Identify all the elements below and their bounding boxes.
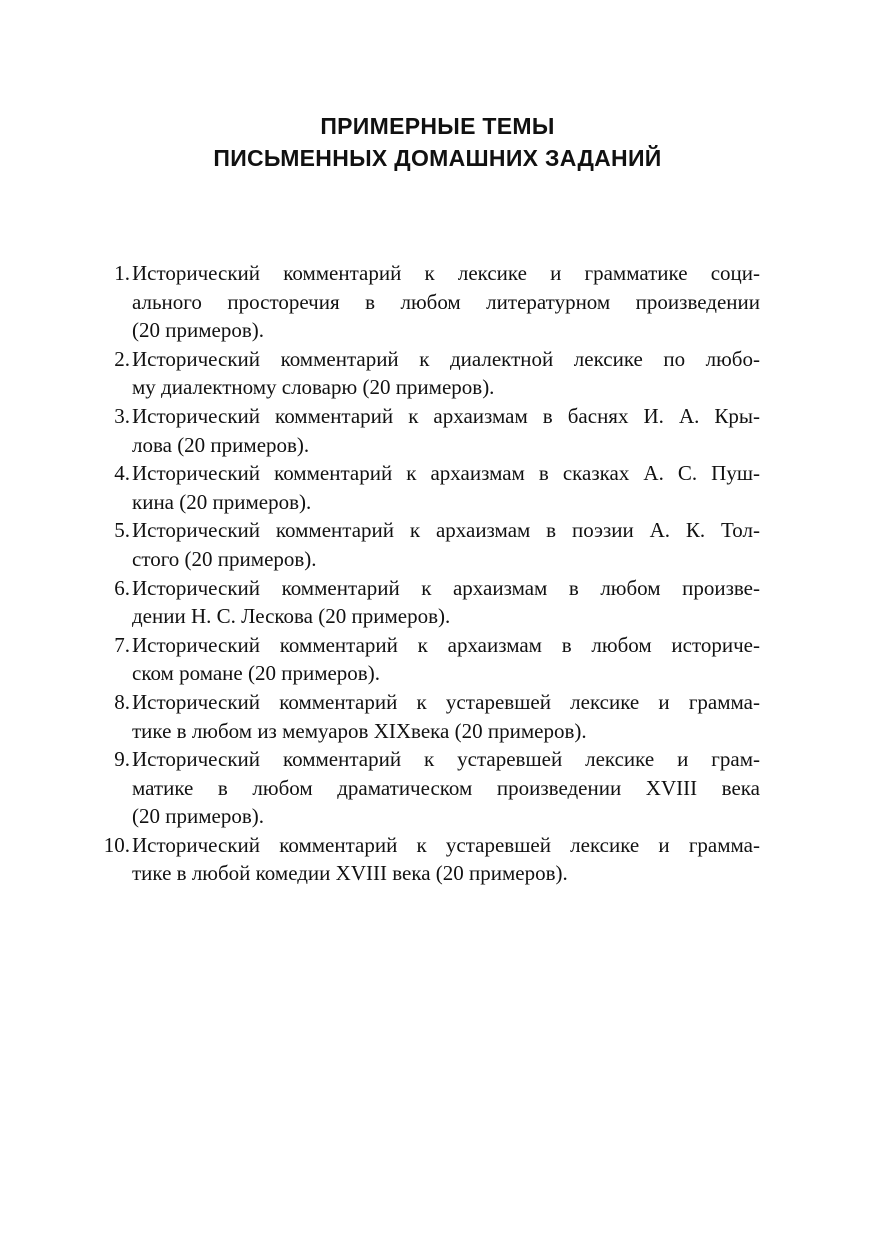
topic-text-line: дении Н. С. Лескова (20 примеров). <box>132 604 451 629</box>
topic-text-line: тике в любой комедии XVIII века (20 примеров). <box>132 861 568 886</box>
topic-text <box>132 459 760 516</box>
topic-text-line: Исторический комментарий к архаизмам в баснях И. А. Кры- <box>132 403 760 428</box>
topic-number: 6. <box>114 575 130 600</box>
topic-text-line: лова (20 примеров). <box>132 432 310 457</box>
topic-text-line: Исторический комментарий к архаизмам в поэзии А. К. Тол- <box>132 518 760 543</box>
topic-text-line: Исторический комментарий к архаизмам в любом произве- <box>132 575 760 600</box>
topic-text <box>132 574 760 631</box>
topic-text-line: (20 примеров). <box>132 804 264 829</box>
page-title-line: ПИСЬМЕННЫХ ДОМАШНИХ ЗАДАНИЙ <box>213 145 662 171</box>
topic-text-line: Исторический комментарий к устаревшей лексике и грам- <box>132 747 760 772</box>
topic-text <box>132 745 760 831</box>
topic-number: 1. <box>114 261 130 285</box>
page-title-line: ПРИМЕРНЫЕ ТЕМЫ <box>320 113 555 139</box>
topic-item <box>100 402 760 459</box>
topic-text-line: Исторический комментарий к лексике и грамматике соци- <box>132 261 760 285</box>
topic-item <box>100 831 760 888</box>
page-title <box>0 110 875 174</box>
topic-text-line: Исторический комментарий к архаизмам в любом историче- <box>132 632 760 657</box>
topic-text <box>132 631 760 688</box>
topic-number: 3. <box>114 403 130 428</box>
topic-item <box>100 345 760 402</box>
topic-text-line: (20 примеров). <box>132 318 264 343</box>
topic-item <box>100 574 760 631</box>
topic-text-line: ском романе (20 примеров). <box>132 661 380 686</box>
topic-text-line: ального просторечия в любом литературном произведении <box>132 289 760 314</box>
topic-text-line: му диалектному словарю (20 примеров). <box>132 375 495 400</box>
topic-text-line: тике в любом из мемуаров XIXвека (20 примеров). <box>132 718 587 743</box>
topic-item <box>100 259 760 345</box>
topic-item <box>100 516 760 573</box>
topic-text-line: Исторический комментарий к диалектной лексике по любо- <box>132 346 760 371</box>
topic-item <box>100 745 760 831</box>
topic-number: 5. <box>114 518 130 543</box>
topic-item <box>100 631 760 688</box>
topic-text <box>132 831 760 888</box>
topic-text <box>132 345 760 402</box>
topic-number: 8. <box>114 689 130 714</box>
topic-text <box>132 402 760 459</box>
topic-text-line: Исторический комментарий к устаревшей лексике и грамма- <box>132 832 760 857</box>
topic-text <box>132 688 760 745</box>
topics-list <box>100 259 760 888</box>
topic-item <box>100 688 760 745</box>
topic-number: 7. <box>114 632 130 657</box>
topic-item <box>100 459 760 516</box>
topic-number: 10. <box>103 832 130 857</box>
topic-text <box>132 516 760 573</box>
topic-text-line: стого (20 примеров). <box>132 546 317 571</box>
topic-text-line: Исторический комментарий к архаизмам в сказках А. С. Пуш- <box>132 461 760 486</box>
topic-number: 9. <box>114 747 130 772</box>
topic-text <box>132 259 760 345</box>
topic-number: 4. <box>114 461 130 486</box>
topic-text-line: кина (20 примеров). <box>132 489 312 514</box>
topic-text-line: матике в любом драматическом произведении XVIII века <box>132 775 760 800</box>
topic-number: 2. <box>114 346 130 371</box>
topic-text-line: Исторический комментарий к устаревшей лексике и грамма- <box>132 689 760 714</box>
